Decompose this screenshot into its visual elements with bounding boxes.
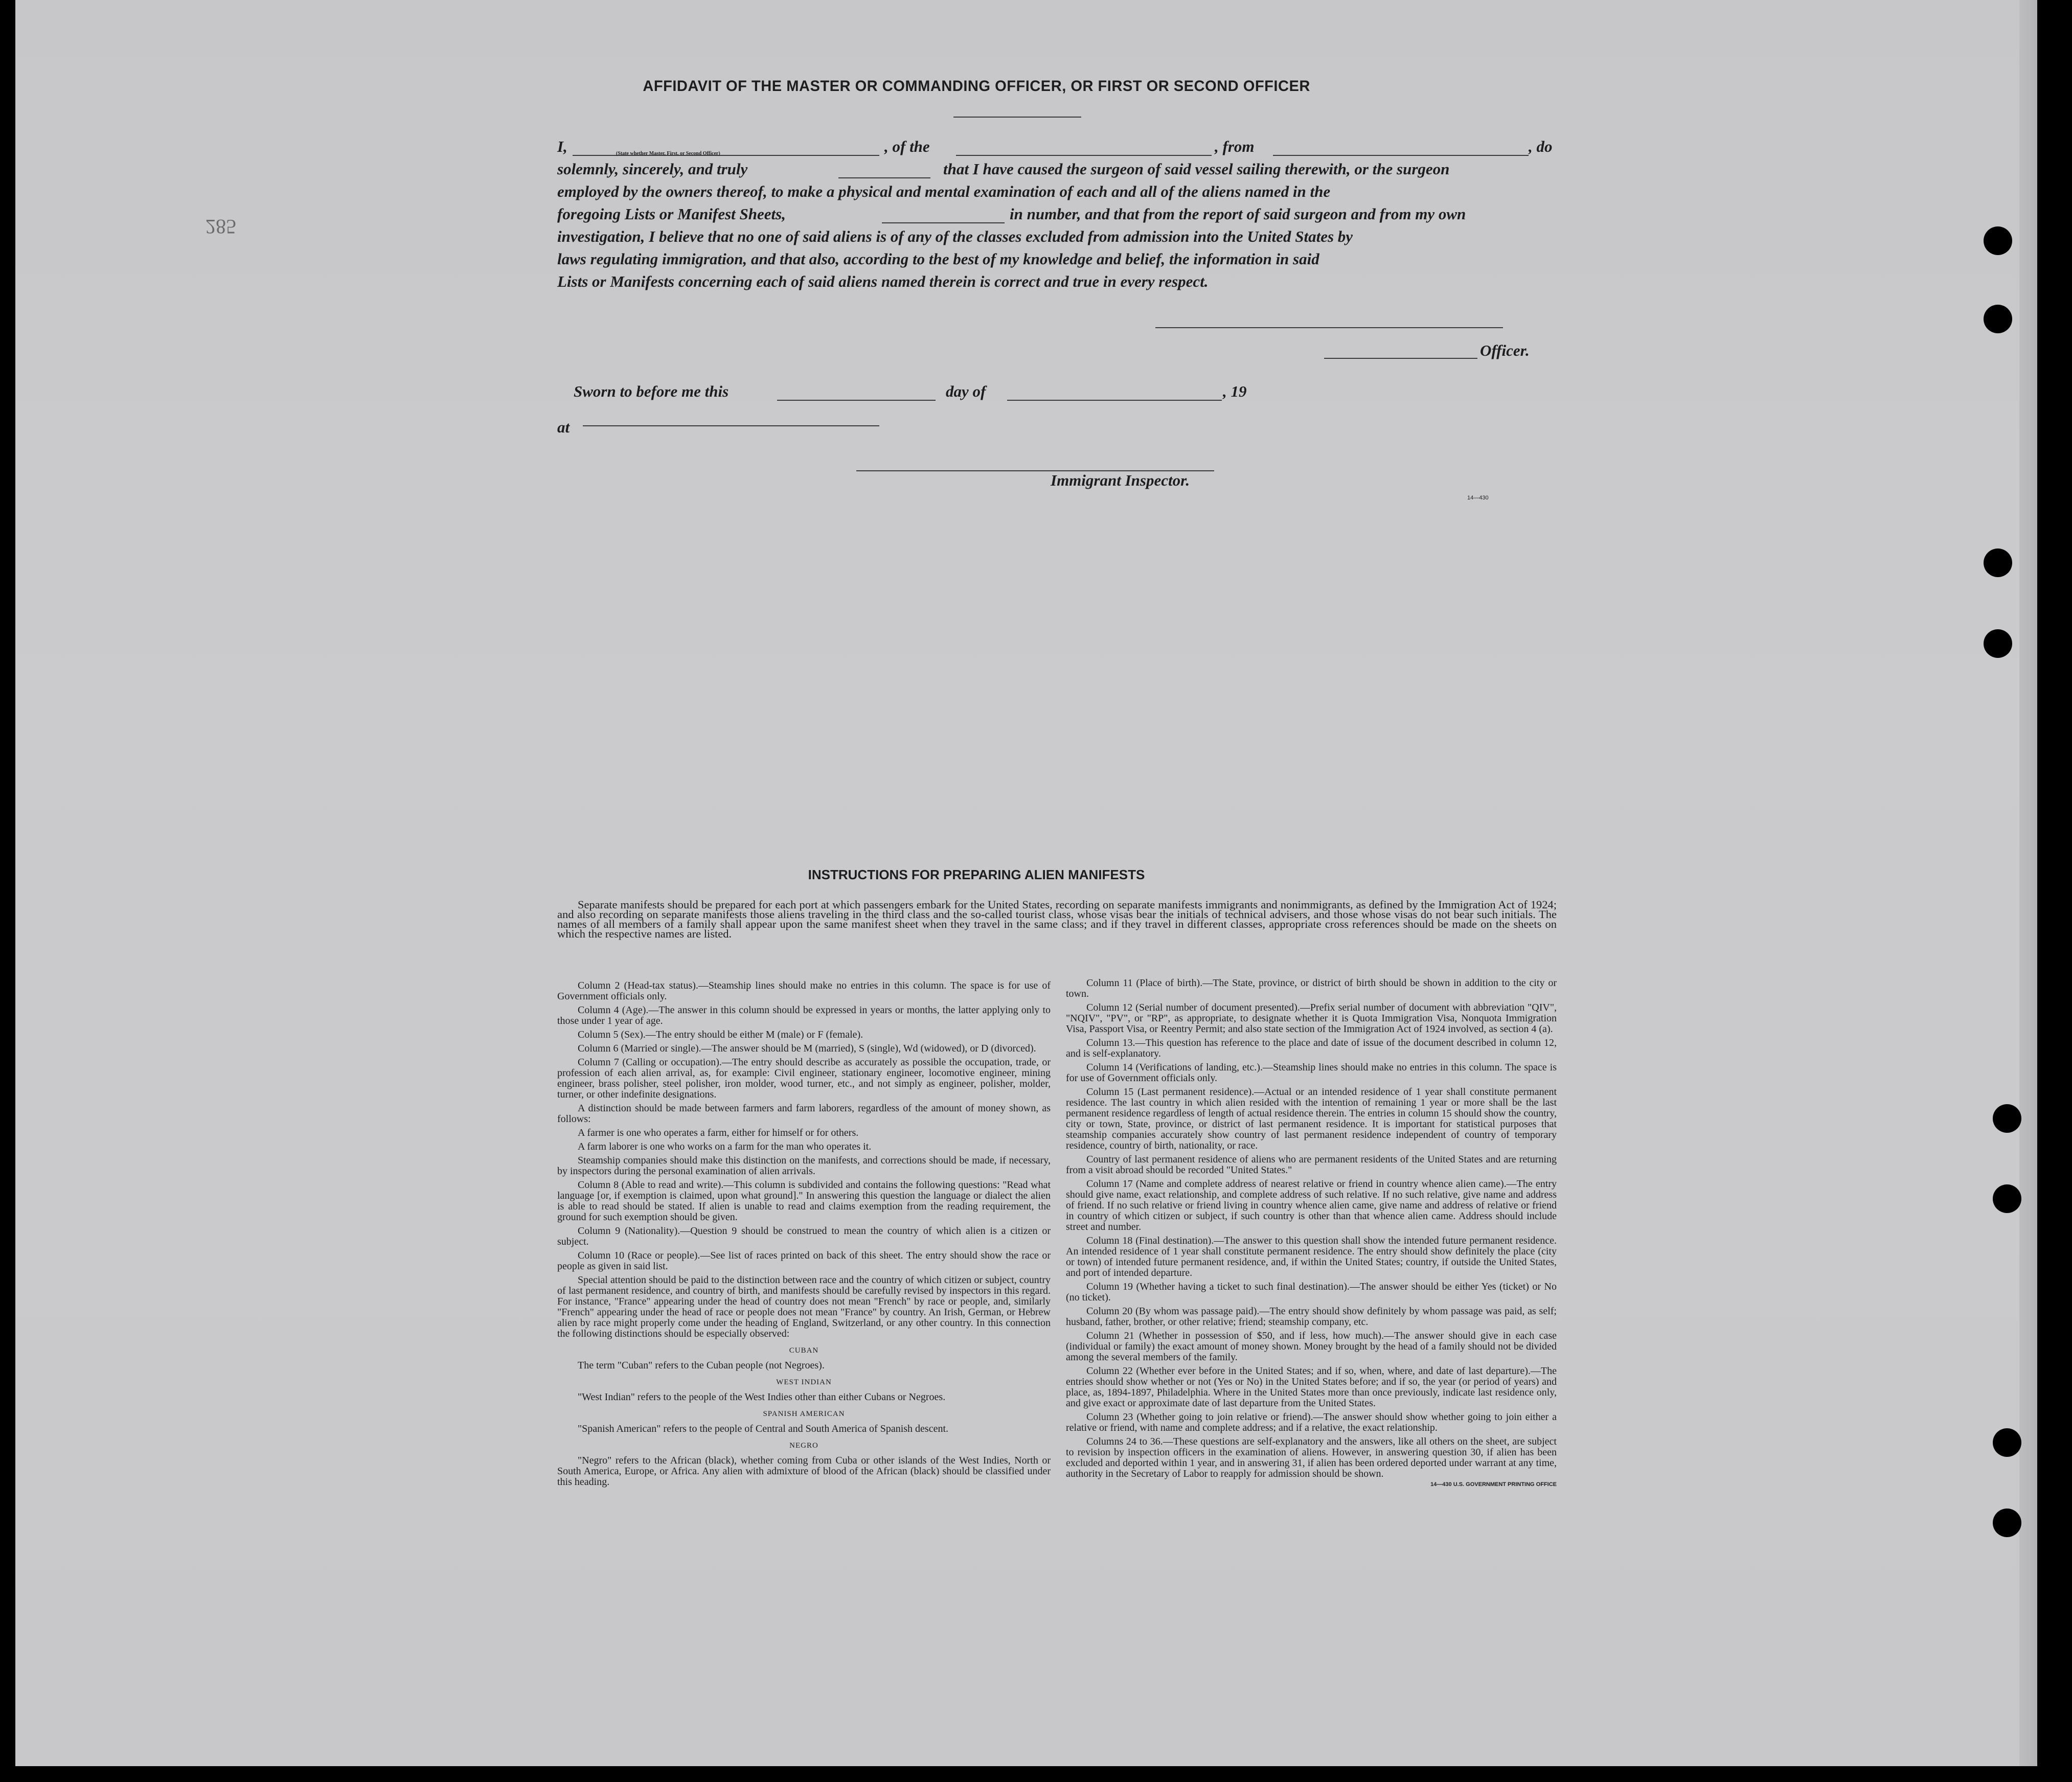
instructions-intro	[557, 900, 1557, 943]
left-para-11: Column 9 (Nationality).—Question 9 should be construed to mean the country of which alien is a citizen or subject.	[557, 1225, 1051, 1247]
document-page	[15, 0, 2037, 1766]
year-label: , 19	[1223, 382, 1247, 400]
aff-line3: employed by the owners thereof, to make a physical and mental examination of each and all of the aliens named in the	[557, 182, 1331, 200]
punch-hole	[1993, 1184, 2021, 1213]
right-para-9: Column 19 (Whether having a ticket to such final destination).—The answer should be either Yes (ticket) or No (no ticket).	[1066, 1281, 1557, 1303]
aff-line1-b: , of the	[884, 138, 930, 155]
left-para-12: Column 10 (Race or people).—See list of races printed on back of this sheet. The entry should show the race or people as given in said list.	[557, 1250, 1051, 1272]
punch-hole	[1984, 226, 2012, 255]
punch-hole	[1993, 1104, 2021, 1133]
right-para-3: Column 13.—This question has reference to the place and date of issue of the document described in column 12, and is self-explanatory.	[1066, 1037, 1557, 1059]
aff-line1-c: , from	[1215, 138, 1255, 155]
left-para-2: Column 4 (Age).—The answer in this column should be expressed in years or months, the latter applying only to those under 1 year of age.	[557, 1004, 1051, 1026]
day-of-label: day of	[946, 382, 986, 400]
left-para-4: Column 6 (Married or single).—The answer should be M (married), S (single), Wd (widowed), or D (divorced).	[578, 1043, 1036, 1054]
right-para-14: Columns 24 to 36.—These questions are self-explanatory and the answers, like all others on the sheet, are subject to revision by inspection officers in the examination of aliens. However, in answering question 30, if alien has been excluded and deported within 1 year, and in answering 31, if alien has been ordered deported under warrant at any time, authority in the Secretary of Labor to reapply for admission should be shown.	[1066, 1436, 1557, 1479]
left-para-7: A farmer is one who operates a farm, either for himself or for others.	[578, 1127, 859, 1138]
oath-field[interactable]	[838, 177, 930, 178]
place-field[interactable]	[583, 425, 879, 426]
form-number: 14—430	[1467, 495, 1489, 501]
aff-line1-d: , do	[1529, 138, 1553, 155]
para-negro: "Negro" refers to the African (black), whether coming from Cuba or other islands of the West Indies, North or South America, Europe, or Africa. Any alien with admixture of blood of the African (black) should be classified under this heading.	[557, 1455, 1051, 1488]
heading-west-indian: WEST INDIAN	[776, 1378, 832, 1386]
margin-note: 285	[206, 215, 236, 238]
right-para-8: Column 18 (Final destination).—The answer to this question shall show the intended future permanent residence. An intended residence of 1 year shall constitute permanent residence. The entry should show definitely the place (city or town) of intended future permanent residence, and, if within the United States; country, if outside the United States, and port of intended departure.	[1066, 1235, 1557, 1278]
left-para-1: Column 2 (Head-tax status).—Steamship lines should make no entries in this column. The space is for use of Government officials only.	[557, 980, 1051, 1002]
intro-paragraph: Separate manifests should be prepared for each port at which passengers embark for the United States, recording on separate manifests immigrants and nonimmigrants, as defined by the Immigration Act of 1924; and also recording on separate manifests those aliens traveling in the third class and the so-called tourist class, whose visas bear the initials of technical advisers, and those whose visas do not bear such initials. The names of all members of a family shall appear upon the same manifest sheet when they travel in the same class; and if they travel in different classes, appropriate cross references should be made on the sheets on which the respective names are listed.	[557, 898, 1557, 940]
punch-hole	[1984, 629, 2012, 658]
aff-line7: Lists or Manifests concerning each of said aliens named therein is correct and true in every respect.	[557, 272, 1209, 290]
sheet-count-field[interactable]	[882, 222, 1005, 223]
left-para-10: Column 8 (Able to read and write).—This column is subdivided and contains the following questions: "Read what language [or, if exemption is claimed, upon what ground]." In answering this question the language or dialect the alien is able to read should be stated. If alien is unable to read and claims exemption from the reading requirement, the ground for such exemption should be given.	[557, 1179, 1051, 1223]
left-para-6: A distinction should be made between farmers and farm laborers, regardless of the amount of money shown, as follows:	[557, 1103, 1051, 1125]
left-para-13: Special attention should be paid to the distinction between race and the country of which citizen or subject, country of last permanent residence, and country of birth, and manifests should be carefully revised by inspectors in this regard. For instance, "France" appearing under the head of country does not mean "French" by race or people, and, similarly "French" appearing under the head of race or people does not mean "France" by country. An Irish, German, or Hebrew alien by race might properly come under the heading of England, Switzerland, or any other country. In this connection the following distinctions should be especially observed:	[557, 1274, 1051, 1339]
officer-title-line[interactable]	[1324, 358, 1477, 359]
right-para-13: Column 23 (Whether going to join relative or friend).—The answer should show whether going to join either a relative or friend, with name and complete address; and if a relative, the exact relationship.	[1066, 1411, 1557, 1433]
aff-line6: laws regulating immigration, and that also, according to the best of my knowledge and belief, the information in said	[557, 250, 1319, 268]
vessel-field[interactable]	[956, 155, 1212, 156]
sworn-month-field[interactable]	[1007, 400, 1222, 401]
instructions-title: INSTRUCTIONS FOR PREPARING ALIEN MANIFESTS	[808, 867, 1145, 882]
instructions-right-column	[1066, 978, 1557, 1490]
officer-label: Officer.	[1480, 341, 1530, 359]
affidavit-text	[557, 135, 1552, 293]
punch-hole	[1984, 305, 2012, 333]
aff-line5: investigation, I believe that no one of said aliens is of any of the classes excluded from admission into the United States by	[557, 227, 1353, 245]
para-cuban: The term "Cuban" refers to the Cuban people (not Negroes).	[578, 1360, 825, 1371]
officer-signature-line[interactable]	[1155, 327, 1503, 328]
punch-hole	[1993, 1428, 2021, 1457]
aff-line1-a: I,	[557, 138, 567, 155]
officer-rank-note: (State whether Master, First, or Second Officer)	[616, 151, 720, 156]
left-para-9: Steamship companies should make this distinction on the manifests, and corrections should be made, if necessary, by inspectors during the personal examination of alien arrivals.	[557, 1155, 1051, 1177]
heading-spanish-american: SPANISH AMERICAN	[763, 1410, 845, 1418]
port-field[interactable]	[1273, 155, 1529, 156]
left-para-8: A farm laborer is one who works on a farm for the man who operates it.	[578, 1141, 872, 1152]
left-para-5: Column 7 (Calling or occupation).—The entry should describe as accurately as possible the occupation, trade, or profession of each alien arrival, as, for example: Civil engineer, stationary engineer, locomotive engineer, mining engineer, brass polisher, steel polisher, iron molder, wood turner, etc., and not simply as engineer, polisher, molder, turner, or other indefinite designations.	[557, 1057, 1051, 1100]
left-para-3: Column 5 (Sex).—The entry should be either M (male) or F (female).	[578, 1029, 863, 1040]
title-underline	[953, 117, 1081, 118]
right-para-11: Column 21 (Whether in possession of $50, and if less, how much).—The answer should give in each case (individual or family) the exact amount of money shown. Money brought by the head of a family should not be divided among the several members of the family.	[1066, 1330, 1557, 1363]
aff-line4-b: in number, and that from the report of said surgeon and from my own	[1010, 205, 1466, 223]
right-para-10: Column 20 (By whom was passage paid).—The entry should show definitely by whom passage was paid, as self; husband, father, brother, or other relative; friend; steamship company, etc.	[1066, 1306, 1557, 1328]
right-para-12: Column 22 (Whether ever before in the United States; and if so, when, where, and date of last departure).—The entries should show whether or not (Yes or No) in the United States before; and if so, the year (or period of years) and place, as, 1894-1897, Philadelphia. Where in the United States more than once previously, indicate last residence only, and give exact or approximate date of last departure from the United States.	[1066, 1365, 1557, 1409]
aff-line4-a: foregoing Lists or Manifest Sheets,	[557, 205, 786, 223]
right-para-4: Column 14 (Verifications of landing, etc.).—Steamship lines should make no entries in this column. The space is for use of Government officials only.	[1066, 1062, 1557, 1084]
right-para-6: Country of last permanent residence of aliens who are permanent residents of the United States and are returning from a visit abroad should be recorded "United States."	[1066, 1154, 1557, 1176]
affidavit-title: AFFIDAVIT OF THE MASTER OR COMMANDING OFFICER, OR FIRST OR SECOND OFFICER	[643, 78, 1310, 95]
para-west-indian: "West Indian" refers to the people of the West Indies other than either Cubans or Negroes.	[578, 1391, 946, 1403]
instructions-left-column	[557, 980, 1051, 1491]
heading-cuban: CUBAN	[789, 1346, 819, 1355]
para-spanish-american: "Spanish American" refers to the people of Central and South America of Spanish descent.	[578, 1423, 949, 1434]
right-para-2: Column 12 (Serial number of document presented).—Prefix serial number of document with abbreviation "QIV", "NQIV", "PV", or "RP", as appropriate, to designate whether it is Quota Immigration Visa, Nonquota Immigration Visa, Passport Visa, or Reentry Permit; and also state section of the Immigration Act of 1924 involved, as section 4 (a).	[1066, 1002, 1557, 1035]
right-para-1: Column 11 (Place of birth).—The State, province, or district of birth should be shown in addition to the city or town.	[1066, 977, 1557, 999]
sworn-day-field[interactable]	[777, 400, 936, 401]
sworn-line	[574, 382, 728, 401]
aff-line2-b: that I have caused the surgeon of said vessel sailing therewith, or the surgeon	[943, 160, 1450, 178]
aff-line2-a: solemnly, sincerely, and truly	[557, 160, 748, 178]
printer-imprint: 14—430 U.S. GOVERNMENT PRINTING OFFICE	[1430, 1481, 1557, 1488]
page-edge	[2019, 0, 2037, 1766]
heading-negro: NEGRO	[789, 1442, 818, 1450]
at-label: at	[557, 418, 570, 436]
sworn-label: Sworn to before me this	[574, 382, 729, 400]
punch-hole	[1993, 1509, 2021, 1537]
punch-hole	[1984, 549, 2012, 577]
right-para-7: Column 17 (Name and complete address of nearest relative or friend in country whence alien came).—The entry should give name, exact relationship, and complete address of such relative. If no such relative, give name and address of friend. If no such relative or friend living in country whence alien came, give name and address of relative or friend in country of which citizen or subject, if such country is other than that whence alien came. Address should include street and number.	[1066, 1178, 1557, 1232]
right-para-5: Column 15 (Last permanent residence).—Actual or an intended residence of 1 year shall constitute permanent residence. The last country in which alien resided with the intention of remaining 1 year or more shall be the last permanent residence regardless of length of actual residence therein. The entries in column 15 should show the country, city or town, State, province, or district of last permanent residence. It is important for statistical purposes that steamship companies accurately show country of last permanent residence independent of country of temporary residence, country of birth, nationality, or race.	[1066, 1086, 1557, 1151]
inspector-label: Immigrant Inspector.	[1051, 471, 1190, 489]
